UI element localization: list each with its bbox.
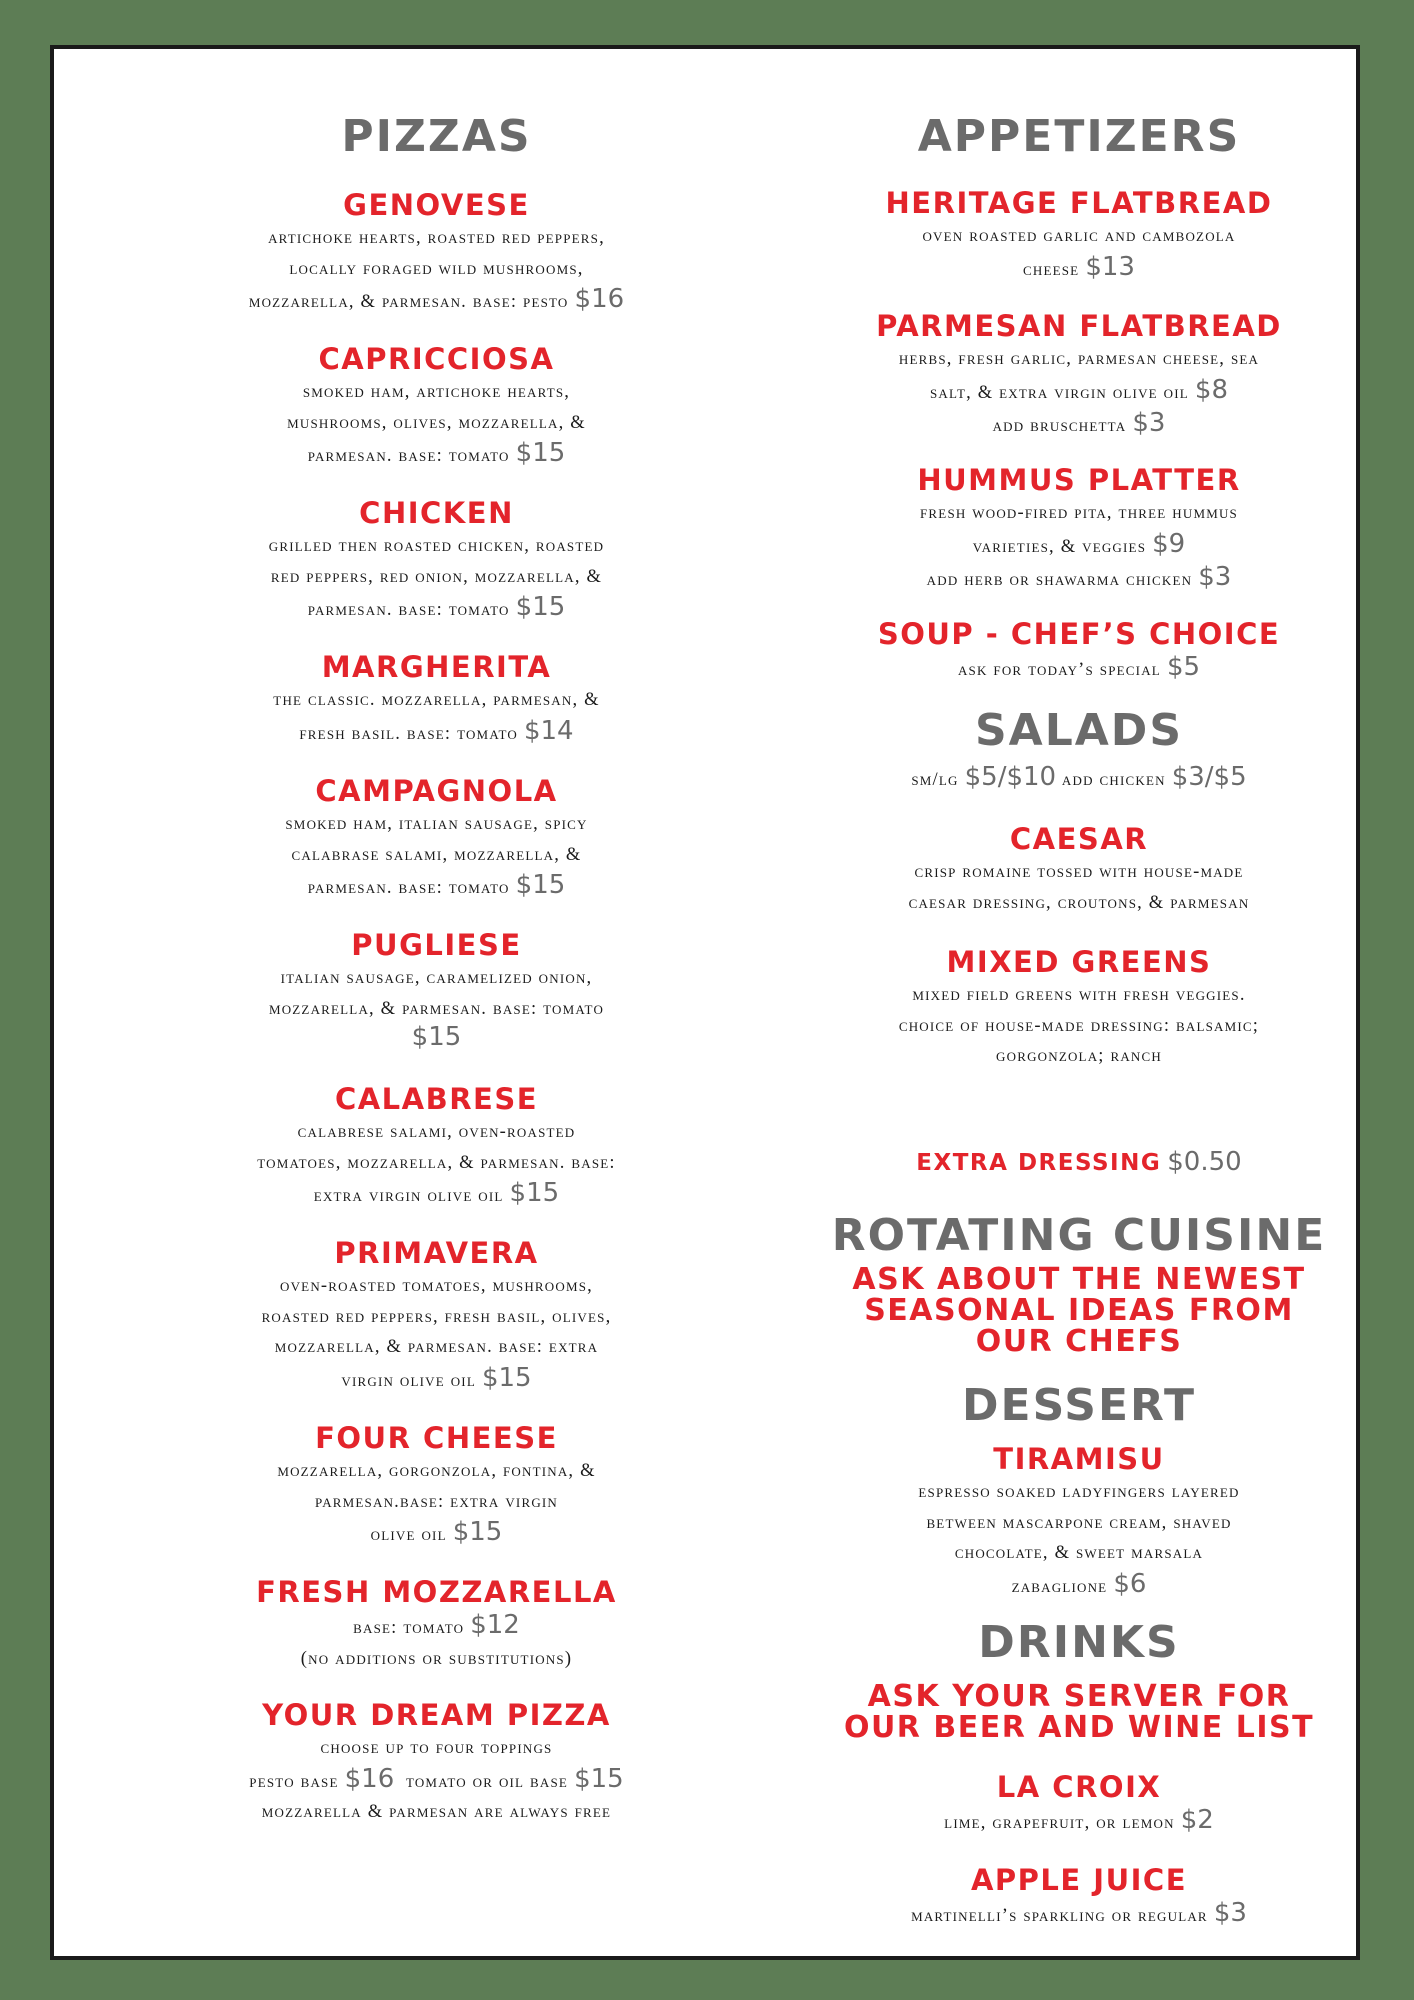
pizza-genovese-price: $16: [574, 284, 625, 314]
pizza-campagnola-desc: smoked ham, italian sausage, spicy calabrase salami, mozzarella, & parmesan. base: tomato $15: [285, 814, 588, 900]
pizza-pugliese-desc: italian sausage, caramelized onion, mozzarella, & parmesan. base: tomato $15: [74, 963, 799, 1050]
drink-apple-juice-desc: martinelli’s sparkling or regular $3: [911, 1898, 1247, 1928]
dessert-tiramisu-name: TIRAMISU: [993, 1442, 1165, 1476]
pizza-chicken-name: CHICKEN: [359, 496, 514, 530]
pizza-margherita-price: $14: [523, 715, 574, 746]
pizza-fresh-mozzarella-desc: base: tomato $12 (no additions or substitutions): [300, 1610, 573, 1669]
dessert-heading: DESSERT: [962, 1380, 1196, 1431]
appetizers-heading: APPETIZERS: [917, 111, 1241, 162]
pizza-four-cheese-name: FOUR CHEESE: [315, 1421, 558, 1455]
appetizer-parmesan-price: $8: [1194, 374, 1228, 405]
drink-apple-juice-price: $3: [1213, 1898, 1247, 1928]
appetizer-parmesan-desc: herbs, fresh garlic, parmesan cheese, sea salt, & extra virgin olive oil $8 add bruschetta $3: [898, 349, 1260, 438]
menu-card: [50, 45, 1360, 1960]
appetizer-soup-price: $5: [1166, 652, 1201, 682]
appetizer-hummus-price: $9: [1152, 528, 1186, 559]
dessert-tiramisu-desc: espresso soaked ladyfingers layered between mascarpone cream, shaved chocolate, & sweet marsala zabaglione $6: [918, 1482, 1240, 1599]
pizza-campagnola-name: CAMPAGNOLA: [315, 774, 558, 808]
pizza-capricciosa-desc: smoked ham, artichoke hearts, mushrooms, olives, mozzarella, & parmesan. base: tomato $15: [287, 382, 586, 468]
rotating-cuisine-heading: ROTATING CUISINE: [831, 1210, 1327, 1261]
appetizer-soup-name: SOUP - CHEF’S CHOICE: [877, 617, 1281, 651]
salads-chicken-price: $3/$5: [1171, 762, 1247, 792]
pizza-fresh-mozzarella-price: $12: [470, 1610, 520, 1640]
drink-la-croix-name: LA CROIX: [996, 1770, 1162, 1804]
pizzas-heading: PIZZAS: [341, 111, 532, 162]
pizza-primavera-desc: oven-roasted tomatoes, mushrooms, roasted red peppers, fresh basil, olives, mozzarella, & parmesan. base: extra virgin olive oil $15: [261, 1276, 612, 1393]
pizza-primavera-price: $15: [481, 1362, 532, 1393]
extra-dressing-label: EXTRA DRESSING: [916, 1150, 1162, 1176]
pizza-your-dream-tomato-price: $15: [574, 1763, 624, 1794]
extra-dressing-price: $0.50: [1167, 1147, 1242, 1177]
appetizer-heritage-price: $13: [1085, 251, 1135, 282]
pizza-four-cheese-price: $15: [452, 1517, 503, 1547]
pizza-your-dream-name: YOUR DREAM PIZZA: [262, 1698, 611, 1732]
pizza-capricciosa-price: $15: [515, 438, 566, 468]
appetizer-heritage-desc: oven roasted garlic and cambozola cheese $13: [922, 226, 1236, 282]
extra-dressing-line: [814, 1147, 1344, 1181]
drinks-note: ASK YOUR SERVER FOR OUR BEER AND WINE LIST: [843, 1679, 1315, 1745]
salads-size-pricing: sm/lg $5/$10 add chicken $3/$5: [911, 762, 1247, 792]
pizza-capricciosa-name: CAPRICCIOSA: [318, 342, 555, 376]
drink-apple-juice-name: APPLE JUICE: [970, 1863, 1188, 1897]
pizza-genovese-name: GENOVESE: [343, 188, 530, 222]
pizza-primavera-name: PRIMAVERA: [334, 1236, 539, 1270]
pizza-your-dream-desc: choose up to four toppings pesto base $16 tomato or oil base $15 mozzarella & parmesan are always free: [249, 1738, 624, 1822]
pizza-calabrese-price: $15: [509, 1178, 560, 1208]
appetizer-parmesan-name: PARMESAN FLATBREAD: [876, 309, 1282, 343]
drinks-heading: DRINKS: [978, 1617, 1180, 1668]
pizza-campagnola-price: $15: [515, 870, 566, 900]
pizza-margherita-name: MARGHERITA: [321, 650, 552, 684]
salad-mixed-greens-desc: mixed field greens with fresh veggies. choice of house-made dressing: balsamic; gorgonzola; ranch: [898, 985, 1260, 1066]
drink-la-croix-price: $2: [1180, 1805, 1214, 1835]
pizza-fresh-mozzarella-note: (no additions or substitutions): [300, 1648, 573, 1669]
salad-caesar-name: CAESAR: [1009, 822, 1149, 856]
appetizer-heritage-name: HERITAGE FLATBREAD: [885, 186, 1273, 220]
dessert-tiramisu-price: $6: [1113, 1568, 1147, 1599]
salad-caesar-desc: crisp romaine tossed with house-made caesar dressing, croutons, & parmesan: [908, 862, 1250, 913]
pizza-pugliese-price: $15: [411, 1022, 462, 1052]
pizza-chicken-desc: grilled then roasted chicken, roasted red peppers, red onion, mozzarella, & parmesan. base: tomato $15: [268, 536, 605, 622]
pizza-calabrese-name: CALABRESE: [334, 1082, 539, 1116]
salads-heading: SALADS: [974, 705, 1184, 756]
pizza-calabrese-desc: calabrese salami, oven-roasted tomatoes, mozzarella, & parmesan. base: extra virgin olive oil $15: [257, 1122, 616, 1208]
pizza-fresh-mozzarella-name: FRESH MOZZARELLA: [256, 1575, 617, 1609]
appetizer-soup-desc: ask for today’s special $5: [957, 652, 1201, 682]
rotating-cuisine-text: ASK ABOUT THE NEWEST SEASONAL IDEAS FROM OUR CHEFS: [852, 1262, 1306, 1359]
appetizer-hummus-desc: fresh wood-fired pita, three hummus varieties, & veggies $9 add herb or shawarma chicken $3: [920, 503, 1238, 592]
salad-mixed-greens-name: MIXED GREENS: [946, 945, 1212, 979]
pizza-four-cheese-desc: mozzarella, gorgonzola, fontina, & parmesan.base: extra virgin olive oil $15: [277, 1461, 596, 1547]
pizza-chicken-price: $15: [515, 592, 566, 622]
pizza-your-dream-pesto-price: $16: [344, 1763, 395, 1794]
pizza-pugliese-name: PUGLIESE: [351, 928, 522, 962]
appetizer-parmesan-addon-price: $3: [1132, 408, 1166, 438]
appetizer-hummus-name: HUMMUS PLATTER: [917, 463, 1241, 497]
appetizer-hummus-addon-price: $3: [1198, 562, 1232, 592]
salads-size-price: $5/$10: [964, 762, 1057, 792]
drink-la-croix-desc: lime, grapefruit, or lemon $2: [944, 1805, 1214, 1835]
pizza-margherita-desc: the classic. mozzarella, parmesan, & fresh basil. base: tomato $14: [273, 690, 600, 746]
pizza-genovese-desc: artichoke hearts, roasted red peppers, locally foraged wild mushrooms, mozzarella, & parmesan. base: pesto $16: [248, 228, 625, 314]
